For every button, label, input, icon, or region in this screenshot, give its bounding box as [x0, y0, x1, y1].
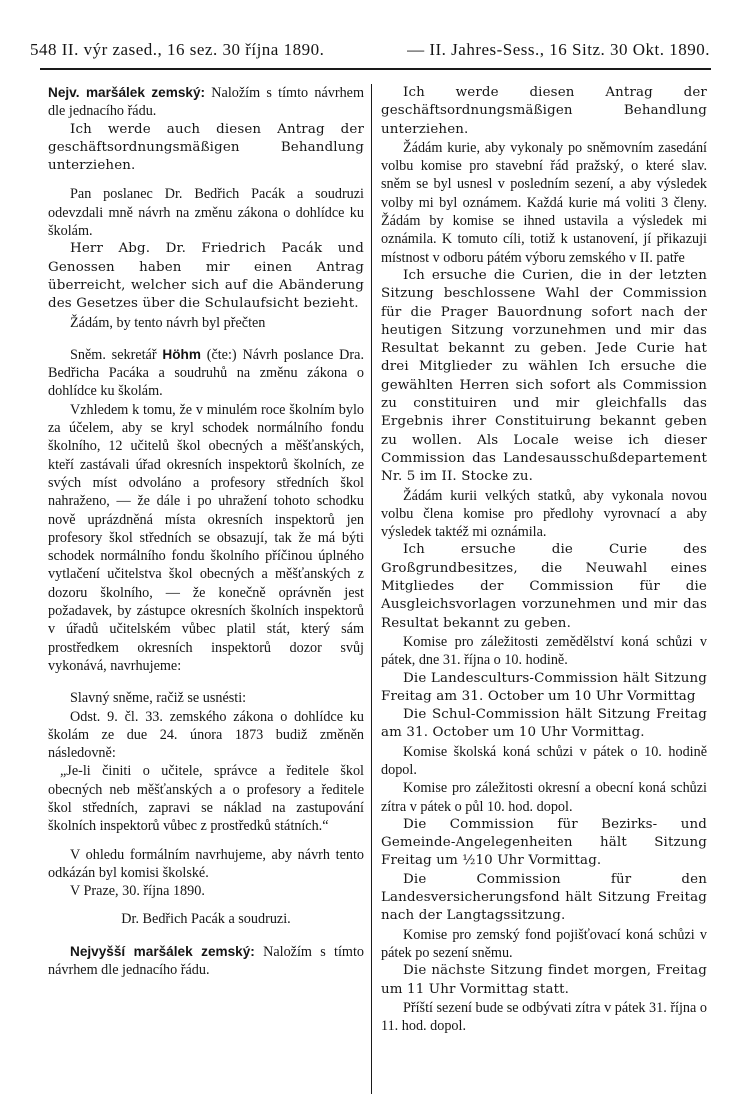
paragraph: Komise pro záležitosti okresní a obecní koná schůzi zítra v pátek o půl 10. hod. dopol. [381, 780, 707, 815]
paragraph-german: Ich werde diesen Antrag der geschäftsordnungsmäßigen Behandlung unterziehen. [381, 85, 707, 137]
place-date: V Praze, 30. října 1890. [70, 883, 205, 900]
paragraph: V ohledu formálním navrhujeme, aby návrh tento odkázán byl komisi školské. [48, 846, 364, 881]
speaker-prefix: Sněm. sekretář [70, 346, 163, 363]
paragraph [48, 84, 364, 121]
paragraph-text: Naložím s tímto návrhem dle jednacího řádu. [48, 943, 364, 979]
paragraph: Komise školská koná schůzi v pátek o 10. hodině dopol. [381, 743, 707, 778]
paragraph: Odst. 9. čl. 33. zemského zákona o dohlídce ku školám ze due 24. února 1873 budiž změněn následovně: [48, 708, 364, 762]
paragraph: Slavný sněme, račiž se usnésti: [70, 690, 247, 707]
paragraph-german: Die Landesculturs-Commission hält Sitzung Freitag am 31. October um 10 Uhr Vormittag [381, 670, 707, 704]
header-rule [40, 68, 711, 70]
speaker-name: Nejvyšší maršálek zemský: [70, 943, 255, 959]
paragraph-german: Die nächste Sitzung findet morgen, Freitag um 11 Uhr Vormittag statt. [381, 963, 707, 997]
paragraph-text: Naložím s tímto návrhem dle jednacího řádu. [48, 85, 364, 120]
paragraph: Komise pro záležitosti zemědělství koná schůzi v pátek, dne 31. října o 10. hodině. [381, 633, 707, 669]
paragraph: Vzhledem k tomu, že v minulém roce školním bylo za účelem, aby se kryl schodek normálního fondu školního, 12 učitelů škol obecných a měšťanských, kteří zastávali úřad okresních inspektorů školních, ze svých míst odvoláno a profesory středních škol nahraženo, — že dále i po uhražení tohoto schodku nově uprázdněná místa okresních inspektorů jen profesory škol středních se obsazují, tak že má býti schodek normálního fondu školního příčinou úplného vytlačení učitelstva škol obecných a měšťanských z dozoru školního, — že konečně oprávněn jest požadavek, by zástupce okresních školních inspektorů v úřadů učitelském vůbec platil stát, který sám prostředkem okresních inspektorů dozor svůj vykonává, navrhujeme: [48, 401, 364, 674]
paragraph-text: (čte:) Návrh poslance Dra. Bedřicha Pacáka a soudruhů na změnu zákona o dohlídce ku školám. [48, 346, 364, 400]
paragraph: Příští sezení bude se odbývati zítra v pátek 31. října o 11. hod. dopol. [381, 999, 707, 1035]
column-divider [371, 84, 372, 1094]
quoted-amendment: „Je-li činiti o učitele, správce a ředitele škol obecných neb měšťanských a o profesory a ředitele škol středních, zapravi se náklad na zastupování školních inspektorů vůbec z prostředků státních.“ [48, 763, 364, 835]
paragraph-german: Ich ersuche die Curie des Großgrundbesitzes, die Neuwahl eines Mitgliedes der Commission für die Ausgleichsvorlagen vorzunehmen und mir das Resultat bekannt zu geben. [381, 542, 707, 631]
header-czech: 548 II. výr zased., 16 sez. 30 října 1890. [30, 40, 325, 59]
paragraph-german: Herr Abg. Dr. Friedrich Pacák und Genossen haben mir einen Antrag überreicht, welcher sich auf die Abänderung des Gesetzes über die Schulaufsicht bezieht. [48, 241, 364, 312]
paragraph: Žádám kurie, aby vykonaly po sněmovním zasedání volbu komise pro stavební řád pražský, o které slav. sněm se byl usnesl v posledním sezení, a aby výsledek volby mi byl oznámem. Každá kurie má voliti 3 členy. Žádám by komise se ihned ustavila a výsledek mi oznámila. K tomuto cíli, totiž k ustanovení, jí přikazuji místnost v odboru pátém výboru zemského v II. patře [381, 139, 707, 266]
paragraph [48, 346, 364, 401]
paragraph: Pan poslanec Dr. Bedřich Pacák a soudruzi odevzdali mně návrh na změnu zákona o dohlídce ku školám. [48, 186, 364, 240]
right-column [381, 84, 707, 1095]
paragraph [48, 943, 364, 980]
paragraph: Komise pro zemský fond pojišťovací koná schůzi v pátek po sezení sněmu. [381, 926, 707, 961]
speaker-name: Höhm [162, 346, 201, 362]
paragraph: Žádám kurii velkých statků, aby vykonala novou volbu člena komise pro předlohy vyrovnací a aby výsledek taktéž mi oznámila. [381, 487, 707, 541]
paragraph-german: Ich werde auch diesen Antrag der geschäftsordnungsmäßigen Behandlung unterziehen. [48, 121, 364, 174]
speaker-name: Nejv. maršálek zemský: [48, 85, 206, 100]
signature: Dr. Bedřich Pacák a soudruzi. [121, 911, 291, 928]
paragraph: Žádám, by tento návrh byl přečten [70, 314, 266, 331]
header-german: — II. Jahres-Sess., 16 Sitz. 30 Okt. 1890. [407, 40, 710, 59]
paragraph-german: Ich ersuche die Curien, die in der letzten Sitzung beschlossene Wahl der Commission für die Prager Bauordnung sofort nach der heutigen Sitzung vorzunehmen und mir das Resultat bekannt zu geben. Jede Curie hat drei Mitglieder zu wählen Ich ersuche die gewählten Herren sich sofort als Commission zu constituiren und mir gleichfalls das Ergebnis ihrer Constituirung bekannt geben zu wollen. Als Locale weise ich dieser Commission das Landesausschußdepartement Nr. 5 im II. Stocke zu. [381, 267, 707, 485]
page-header [30, 40, 710, 60]
left-column [48, 84, 364, 1095]
paragraph-german: Die Schul-Commission hält Sitzung Freitag am 31. October um 10 Uhr Vormittag. [381, 707, 707, 741]
paragraph-german: Die Commission für den Landesversicherungsfond hält Sitzung Freitag nach der Langtagssitzung. [381, 871, 707, 924]
paragraph-german: Die Commission für Bezirks- und Gemeinde-Angelegenheiten hält Sitzung Freitag um ½10 Uhr Vormittag. [381, 816, 707, 869]
